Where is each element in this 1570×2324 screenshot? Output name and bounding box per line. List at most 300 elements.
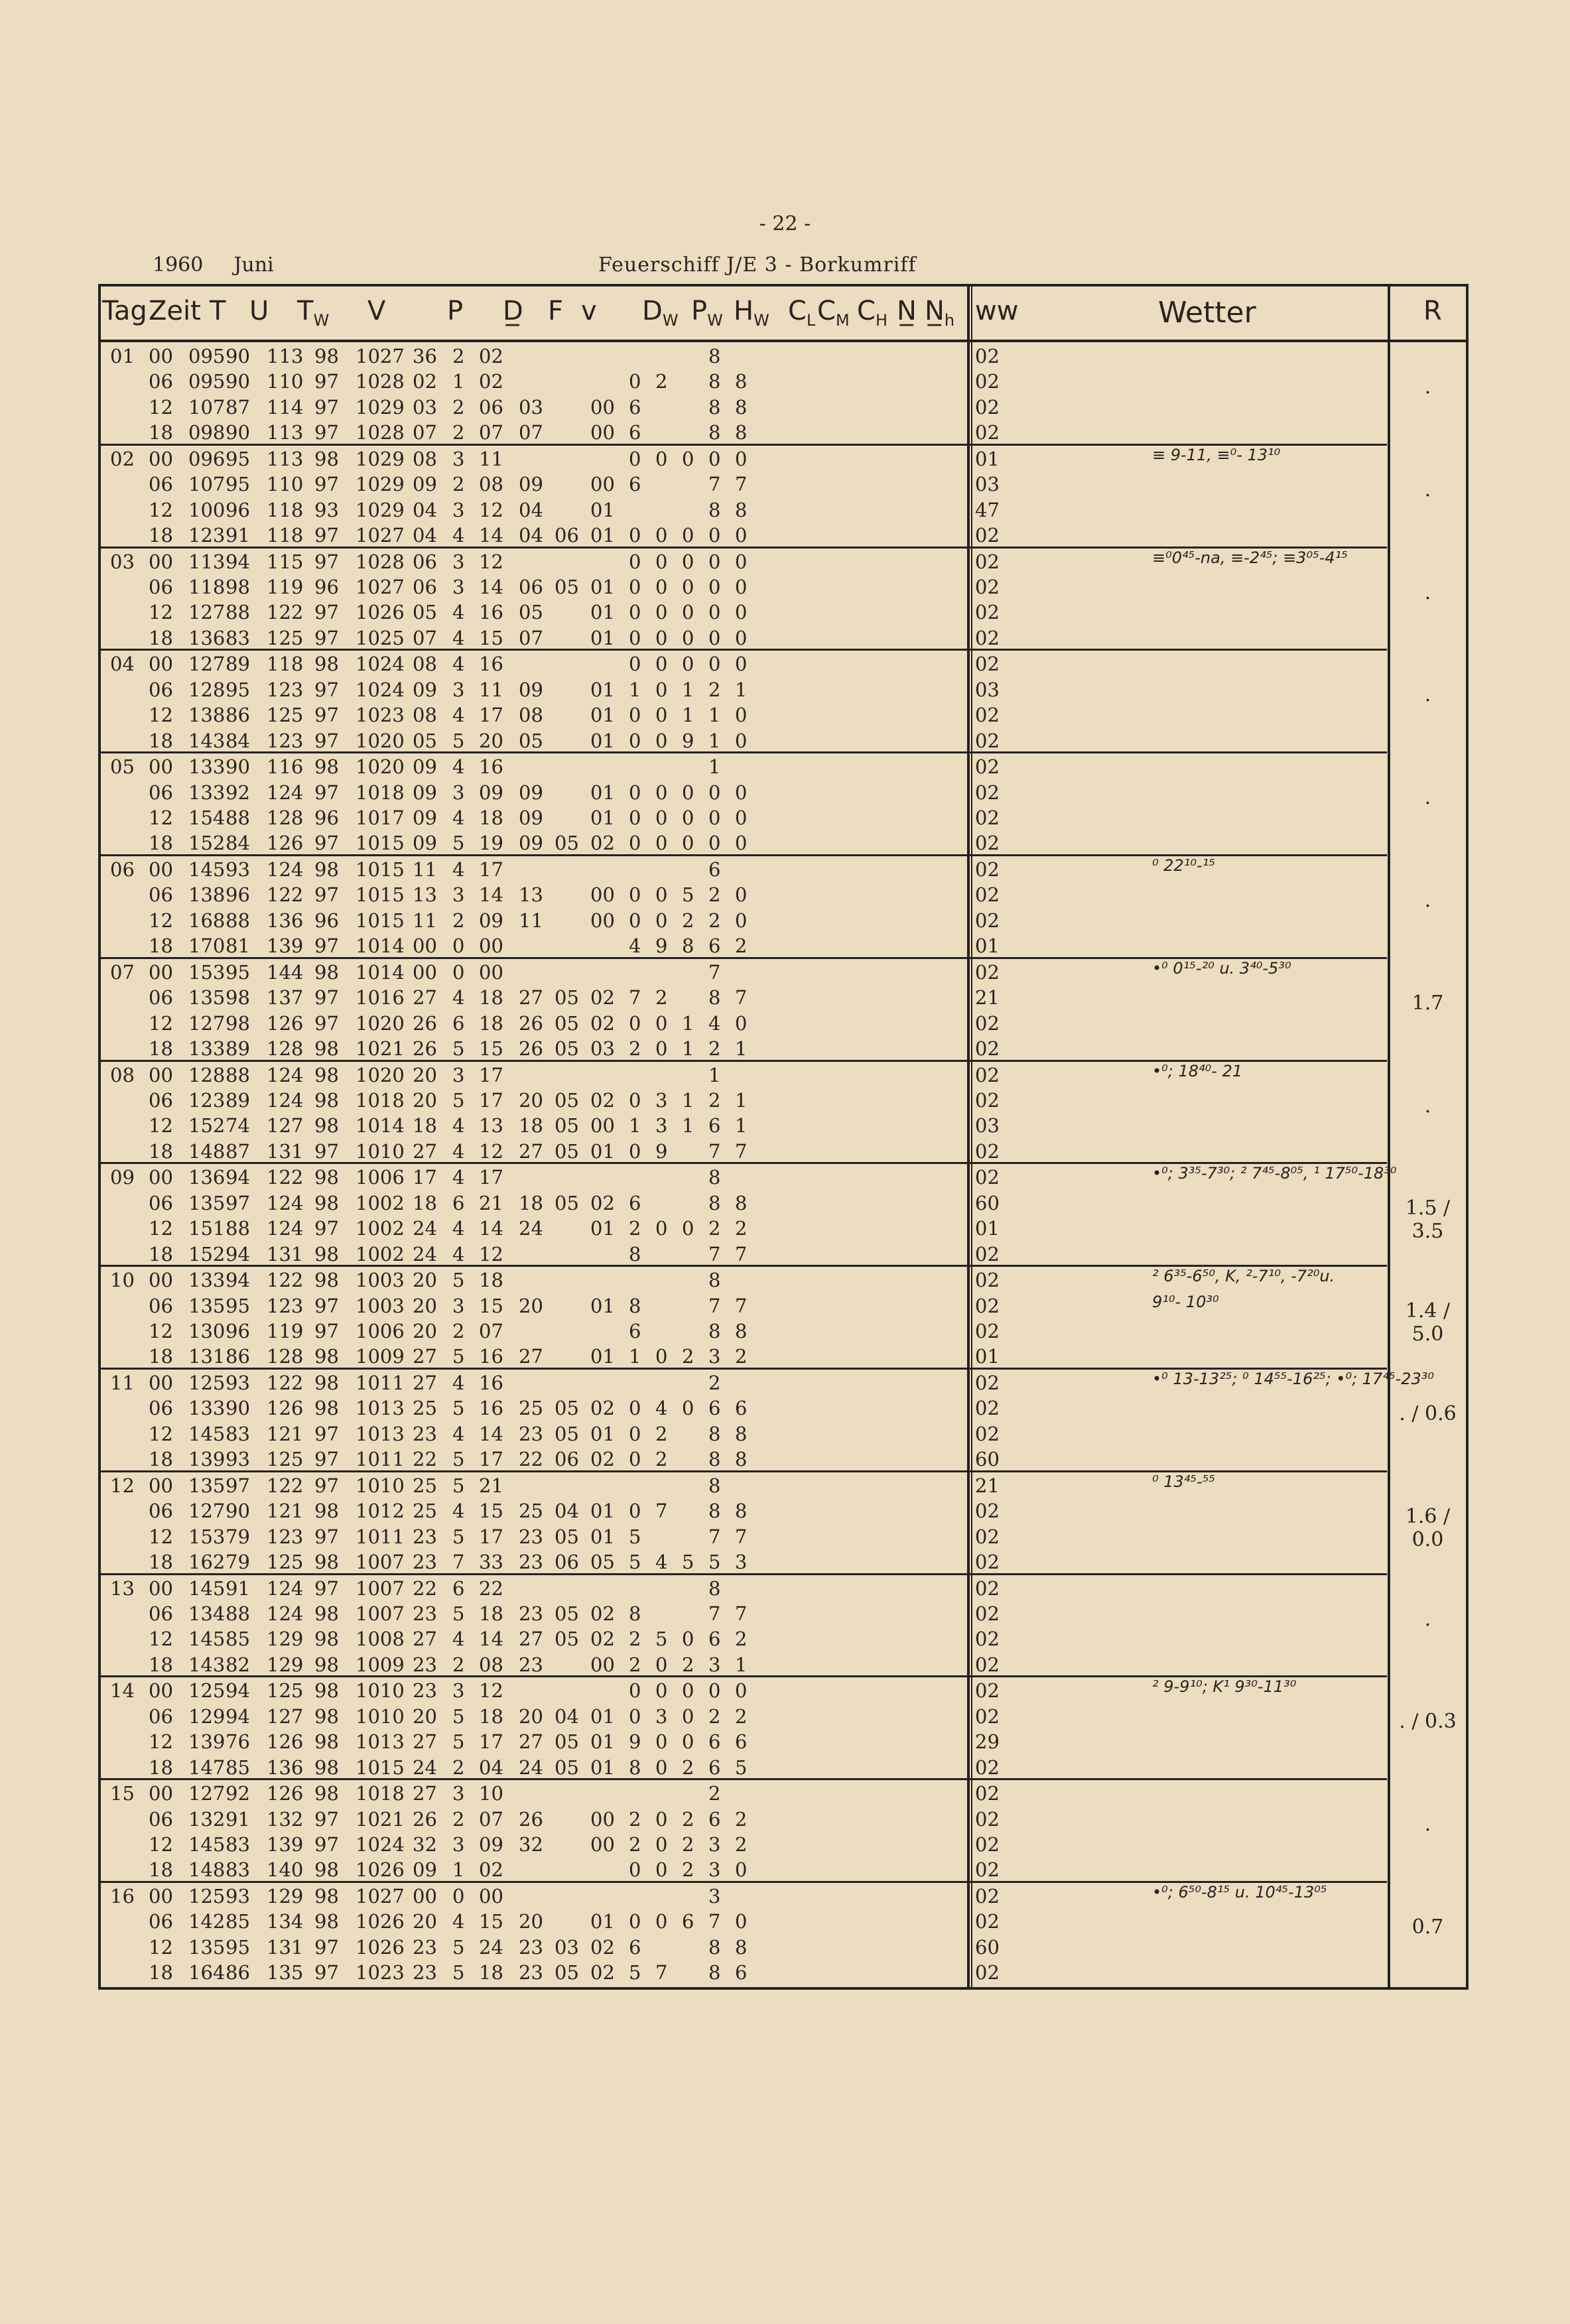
cell-tw: 127 [267,1705,304,1728]
cell-ww: 02 [975,1397,1000,1420]
cell-n: 8 [708,1191,721,1214]
cell-tw: 122 [267,883,304,907]
cell-p: 1027 [356,1885,405,1907]
cell-f: 6 [452,1577,465,1600]
cell-zeit: 00 [149,1166,173,1189]
table-row [101,419,1387,444]
cell-zeit: 18 [149,1345,173,1368]
cell-p: 1026 [356,1858,405,1882]
cell-v: 15 [479,1500,503,1523]
table-row [101,1907,1387,1933]
cell-p: 1007 [356,1602,405,1625]
cell-hw: 01 [590,1139,615,1163]
cell-p: 1011 [356,1448,405,1471]
cell-zeit: 18 [149,1242,173,1265]
cell-dw: 26 [519,1037,543,1060]
cell-f: 6 [452,1011,465,1035]
cell-nh: 6 [735,1730,748,1754]
cell-cm: 3 [655,1114,668,1137]
cell-r: . [1424,888,1431,912]
cell-f: 5 [452,1089,465,1112]
cell-cm: 0 [655,1345,668,1368]
cell-v: 17 [479,858,503,881]
cell-ww: 02 [975,1294,1000,1317]
cell-cl: 0 [629,370,641,393]
cell-v: 98 [314,1500,339,1523]
cell-ch: 0 [682,807,694,829]
cell-p: 1021 [356,1037,405,1060]
cell-nh: 7 [735,986,748,1009]
cell-u: 95 [226,473,250,496]
cell-zeit: 06 [149,370,173,393]
cell-pw: 05 [555,1730,579,1754]
cell-u: 95 [226,1294,250,1317]
cell-v: 97 [314,1807,339,1831]
cell-dw: 23 [519,1961,543,1984]
cell-d: 20 [413,1063,437,1086]
cell-tw: 110 [267,370,304,393]
cell-u: 87 [226,395,250,419]
cell-n: 0 [708,601,721,624]
cell-v: 98 [314,1114,339,1137]
cell-dw: 04 [519,498,543,521]
column-header-subscript: W [753,311,769,330]
cell-f: 0 [452,960,465,984]
cell-ww: 02 [975,1858,1000,1882]
cell-ch: 1 [682,1037,694,1060]
cell-d: 04 [413,498,437,521]
cell-cl: 0 [629,576,641,598]
cell-hw: 00 [590,909,615,932]
cell-zeit: 06 [149,473,173,496]
cell-f: 5 [452,1961,465,1984]
cell-nh: 0 [735,729,748,752]
cell-dw: 24 [519,1756,543,1779]
cell-pw: 05 [555,1114,579,1137]
cell-ww: 02 [975,1602,1000,1625]
cell-d: 05 [413,601,437,624]
cell-u: 85 [226,1628,250,1651]
cell-v: 06 [479,395,503,419]
table-row [101,1061,1387,1087]
cell-tw: 122 [267,1372,304,1394]
cell-f: 2 [452,473,465,496]
cell-ww: 03 [975,678,1000,701]
cell-p: 1023 [356,1961,405,1984]
cell-nh: 2 [735,1345,748,1368]
cell-t: 138 [188,704,226,727]
cell-ch: 2 [682,909,694,932]
cell-tag: 07 [110,960,135,984]
cell-n: 1 [708,755,721,779]
cell-zeit: 18 [149,832,173,855]
column-header-zeit [149,296,201,326]
cell-nh: 0 [735,653,748,676]
cell-u: 96 [226,1320,250,1342]
table-row [101,1292,1387,1318]
cell-dw: 22 [519,1448,543,1471]
cell-nh: 1 [735,678,748,701]
cell-u: 89 [226,1089,250,1112]
cell-cl: 0 [629,1422,641,1445]
table-row [101,1086,1387,1112]
table-row [101,1856,1387,1882]
cell-n: 8 [708,1474,721,1497]
cell-t: 139 [188,1730,226,1754]
cell-f: 5 [452,1525,465,1548]
cell-t: 162 [188,1551,226,1573]
column-header-label: Tag [102,296,147,326]
cell-cm: 0 [655,807,668,829]
cell-p: 1012 [356,1500,405,1523]
cell-hw: 00 [590,1807,615,1831]
cell-p: 1028 [356,421,405,444]
cell-cl: 8 [629,1294,641,1317]
table-row [101,1163,1397,1189]
cell-ww: 02 [975,755,1000,779]
cell-u: 83 [226,1422,250,1445]
cell-f: 4 [452,653,465,676]
cell-u: 85 [226,1910,250,1933]
cell-wetter: ≡ 9-11, ≡⁰- 13¹⁰ [1152,445,1281,464]
cell-u: 88 [226,1063,250,1086]
cell-v: 17 [479,1089,503,1112]
cell-ww: 01 [975,935,1000,958]
cell-tw: 114 [267,395,304,419]
cell-ch: 1 [682,1011,694,1035]
cell-n: 6 [708,935,721,958]
cell-dw: 23 [519,1551,543,1573]
cell-v: 98 [314,1166,339,1189]
cell-u: 94 [226,550,250,573]
cell-cm: 2 [655,1422,668,1445]
table-row [101,829,1387,855]
cell-nh: 2 [735,1628,748,1651]
cell-v: 09 [479,909,503,932]
cell-hw: 02 [590,1191,615,1214]
cell-cl: 8 [629,1602,641,1625]
cell-hw: 01 [590,729,615,752]
cell-nh: 0 [735,550,748,573]
cell-ch: 0 [682,1730,694,1754]
cell-p: 1021 [356,1807,405,1831]
cell-d: 23 [413,1935,437,1959]
table-row [101,1472,1387,1498]
cell-u: 82 [226,1653,250,1676]
cell-ww: 02 [975,1011,1000,1035]
cell-t: 113 [188,550,226,573]
cell-f: 4 [452,858,465,881]
column-header-label: F [548,296,564,326]
cell-cl: 1 [629,678,641,701]
cell-tw: 131 [267,1935,304,1959]
cell-pw: 03 [555,1935,579,1959]
cell-cl: 0 [629,909,641,932]
cell-t: 130 [188,1320,226,1342]
cell-d: 24 [413,1756,437,1779]
cell-f: 2 [452,1756,465,1779]
cell-f: 4 [452,755,465,779]
cell-v: 97 [314,883,339,907]
cell-p: 1015 [356,858,405,881]
cell-t: 123 [188,1089,226,1112]
cell-hw: 01 [590,1422,615,1445]
cell-v: 17 [479,1166,503,1189]
cell-ch: 2 [682,1807,694,1831]
table-row [101,1575,1387,1600]
cell-p: 1015 [356,909,405,932]
cell-ch: 0 [682,1397,694,1420]
cell-n: 0 [708,524,721,547]
table-row [101,521,1387,547]
column-header-dw [642,296,679,330]
cell-n: 7 [708,1139,721,1163]
cell-cm: 0 [655,1730,668,1754]
cell-t: 127 [188,1500,226,1523]
cell-ch: 0 [682,832,694,855]
column-header-label: U [249,296,269,326]
cell-v: 98 [314,858,339,881]
cell-ch: 1 [682,1114,694,1137]
cell-ch: 1 [682,678,694,701]
cell-d: 09 [413,755,437,779]
cell-zeit: 06 [149,1500,173,1523]
cell-nh: 0 [735,1910,748,1933]
cell-t: 135 [188,1474,226,1497]
cell-d: 20 [413,1910,437,1933]
cell-cm: 0 [655,1011,668,1035]
cell-nh: 8 [735,421,748,444]
table-row [101,445,1387,471]
cell-tag: 03 [110,550,135,573]
cell-tw: 129 [267,1628,304,1651]
cell-n: 0 [708,1679,721,1703]
cell-v: 96 [314,576,339,598]
cell-tw: 134 [267,1910,304,1933]
cell-pw: 05 [555,1756,579,1779]
page-number: - 22 - [759,212,811,235]
cell-v: 97 [314,986,339,1009]
cell-u: 86 [226,1961,250,1984]
cell-hw: 01 [590,807,615,829]
cell-t: 127 [188,1011,226,1035]
cell-v: 98 [314,1756,339,1779]
cell-f: 2 [452,909,465,932]
cell-zeit: 00 [149,550,173,573]
cell-tw: 126 [267,832,304,855]
cell-t: 145 [188,1577,226,1600]
cell-n: 6 [708,858,721,881]
table-row [101,1137,1387,1163]
cell-r: 1.7 [1411,991,1444,1015]
cell-nh: 0 [735,1679,748,1703]
cell-zeit: 18 [149,421,173,444]
cell-p: 1006 [356,1320,405,1342]
cell-d: 23 [413,1422,437,1445]
cell-ww: 02 [975,1551,1000,1573]
cell-d: 09 [413,807,437,829]
cell-p: 1009 [356,1345,405,1368]
cell-zeit: 00 [149,1063,173,1086]
cell-t: 125 [188,1679,226,1703]
cell-cl: 6 [629,1935,641,1959]
cell-d: 24 [413,1217,437,1240]
cell-tw: 124 [267,1063,304,1086]
cell-d: 07 [413,421,437,444]
cell-d: 00 [413,960,437,984]
table-row [101,1266,1387,1292]
column-header-label: T [297,296,314,326]
table-row [101,1728,1387,1754]
header-year: 1960 [153,253,204,277]
cell-v: 10 [479,1782,503,1805]
cell-zeit: 18 [149,1756,173,1779]
cell-v: 17 [479,1448,503,1471]
cell-p: 1003 [356,1269,405,1292]
cell-tw: 124 [267,1577,304,1600]
cell-tw: 124 [267,781,304,804]
cell-d: 08 [413,704,437,727]
cell-nh: 1 [735,1114,748,1137]
cell-v: 18 [479,1705,503,1728]
cell-hw: 01 [590,498,615,521]
cell-r: . [1424,1607,1431,1631]
cell-wetter: •⁰; 3³⁵-7³⁰; ² 7⁴⁵-8⁰⁵, ¹ 17⁵⁰-18³⁰ [1152,1164,1397,1183]
cell-p: 1027 [356,576,405,598]
cell-d: 18 [413,1191,437,1214]
cell-hw: 00 [590,395,615,419]
cell-zeit: 00 [149,1885,173,1907]
cell-v: 97 [314,1448,339,1471]
cell-v: 24 [479,1935,503,1959]
cell-tw: 126 [267,1011,304,1035]
column-header-subscript: M [835,311,850,330]
cell-ww: 02 [975,960,1000,984]
table-row [101,1600,1387,1626]
cell-cm: 3 [655,1705,668,1728]
cell-cl: 6 [629,421,641,444]
cell-n: 2 [708,1705,721,1728]
cell-f: 4 [452,1500,465,1523]
cell-u: 98 [226,1011,250,1035]
cell-t: 151 [188,1217,226,1240]
cell-u: 95 [226,678,250,701]
cell-n: 6 [708,1807,721,1831]
cell-p: 1003 [356,1294,405,1317]
cell-cm: 0 [655,832,668,855]
cell-dw: 06 [519,576,543,598]
cell-d: 20 [413,1269,437,1292]
cell-nh: 0 [735,601,748,624]
cell-p: 1026 [356,1935,405,1959]
cell-f: 4 [452,807,465,829]
cell-v: 98 [314,1345,339,1368]
table-row [101,1214,1387,1240]
cell-v: 97 [314,1139,339,1163]
cell-ww: 02 [975,909,1000,932]
cell-nh: 7 [735,473,748,496]
cell-hw: 02 [590,1089,615,1112]
cell-hw: 01 [590,1525,615,1548]
cell-hw: 02 [590,1628,615,1651]
cell-r: 0.7 [1411,1915,1444,1939]
cell-tw: 128 [267,807,304,829]
cell-u: 90 [226,755,250,779]
cell-u: 83 [226,626,250,649]
cell-zeit: 18 [149,626,173,649]
cell-n: 0 [708,832,721,855]
cell-f: 5 [452,1397,465,1420]
cell-zeit: 12 [149,601,173,624]
column-header-label: N̲ [897,296,917,326]
cell-zeit: 12 [149,1422,173,1445]
cell-t: 170 [188,935,226,958]
cell-p: 1010 [356,1139,405,1163]
cell-p: 1027 [356,524,405,547]
cell-tw: 121 [267,1500,304,1523]
cell-v: 11 [479,447,503,470]
cell-cm: 0 [655,626,668,649]
cell-ww: 02 [975,729,1000,752]
cell-cl: 2 [629,1217,641,1240]
cell-f: 3 [452,1294,465,1317]
cell-ch: 0 [682,781,694,804]
cell-u: 88 [226,601,250,624]
cell-u: 93 [226,1885,250,1907]
cell-nh: 8 [735,498,748,521]
cell-ch: 8 [682,935,694,958]
cell-v: 20 [479,729,503,752]
cell-nh: 2 [735,1833,748,1856]
cell-ww: 47 [975,498,1000,521]
cell-cl: 0 [629,807,641,829]
cell-u: 93 [226,858,250,881]
cell-cm: 0 [655,653,668,676]
cell-f: 4 [452,1628,465,1651]
cell-tag: 09 [110,1166,135,1189]
cell-d: 25 [413,1500,437,1523]
cell-dw: 26 [519,1807,543,1831]
cell-hw: 01 [590,1910,615,1933]
cell-p: 1013 [356,1422,405,1445]
cell-cl: 6 [629,395,641,419]
cell-d: 02 [413,370,437,393]
cell-zeit: 12 [149,1730,173,1754]
cell-u: 90 [226,370,250,393]
cell-pw: 05 [555,986,579,1009]
cell-v: 96 [314,807,339,829]
cell-v: 98 [314,1372,339,1394]
cell-v: 97 [314,370,339,393]
cell-v: 15 [479,1294,503,1317]
cell-p: 1029 [356,395,405,419]
cell-t: 125 [188,1885,226,1907]
cell-r: . [1424,1094,1431,1118]
cell-ww: 02 [975,883,1000,907]
cell-tw: 132 [267,1807,304,1831]
cell-zeit: 12 [149,704,173,727]
cell-nh: 8 [735,1320,748,1342]
cell-f: 5 [452,1345,465,1368]
cell-v: 97 [314,704,339,727]
cell-cl: 6 [629,1320,641,1342]
cell-zeit: 06 [149,1294,173,1317]
column-header-f [548,296,563,326]
cell-p: 1006 [356,1166,405,1189]
cell-cl: 0 [629,1089,641,1112]
cell-v: 09 [479,1833,503,1856]
cell-v: 14 [479,883,503,907]
